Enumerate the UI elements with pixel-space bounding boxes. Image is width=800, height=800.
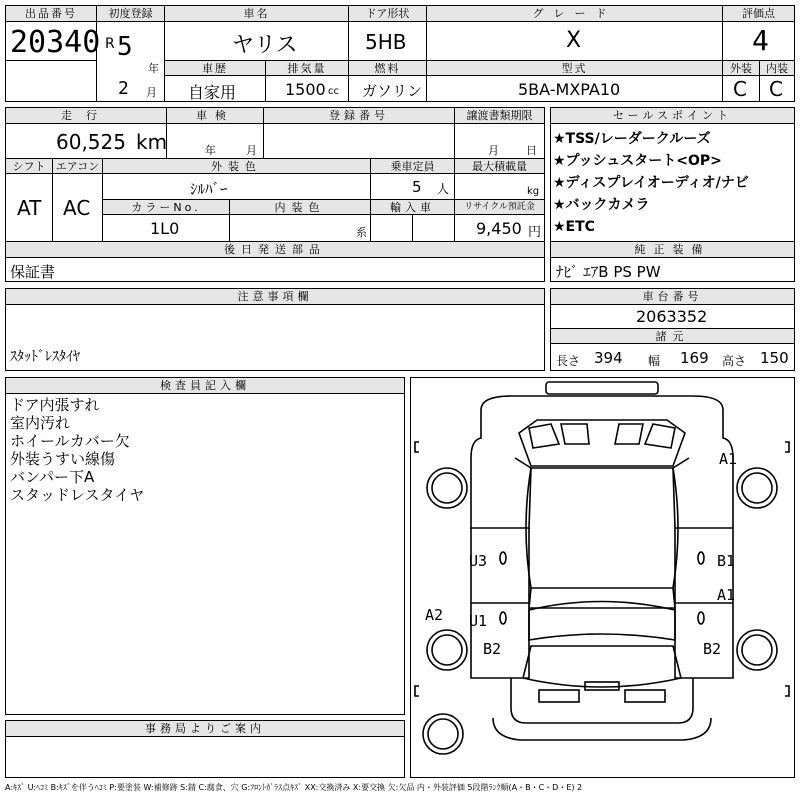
- genuine-equipment-header: 純正装備: [551, 242, 794, 258]
- sales-point-item: ★ETC: [553, 219, 595, 235]
- car-outline-icon: [411, 378, 794, 777]
- year-unit: 年: [148, 62, 159, 75]
- height-value: 150: [760, 349, 789, 367]
- lot-number: 20340: [10, 25, 101, 60]
- history: 自家用: [188, 83, 237, 102]
- displacement: 1500: [285, 80, 326, 99]
- genuine-equipment: ﾅﾋﾞ ｴｱB PS PW: [556, 263, 661, 281]
- inspector-notes: [10, 396, 144, 504]
- fuel-header: 燃料: [349, 61, 426, 76]
- load-header: 最大積載量: [455, 159, 544, 174]
- mileage-header: 走行: [6, 108, 166, 124]
- transfer-day: 日: [526, 144, 537, 157]
- interior-header: 内装: [760, 61, 794, 76]
- width-label: 幅: [648, 354, 661, 368]
- sales-points-header: セールスポイント: [551, 108, 794, 124]
- color-header: 外装色: [103, 159, 370, 174]
- shift-header: シフト: [6, 159, 52, 174]
- inspector-note-line: スタッドレスタイヤ: [10, 486, 145, 504]
- recycle-header: リサイクル預託金: [455, 200, 544, 215]
- displacement-header: 排気量: [266, 61, 348, 76]
- damage-a2: A2: [425, 606, 444, 624]
- exterior-header: 外装: [723, 61, 759, 76]
- inspector-header: 検査員記入欄: [6, 378, 404, 394]
- int-color-header: 内装色: [230, 200, 370, 215]
- fuel: ガソリン: [362, 82, 423, 100]
- reg-number-header: 登録番号: [264, 108, 454, 124]
- aircon: AC: [63, 196, 91, 220]
- damage-b2-left: B2: [483, 640, 502, 658]
- damage-b1: B1: [717, 552, 736, 570]
- mileage-unit: km: [136, 130, 168, 154]
- recycle-unit: 円: [528, 225, 542, 240]
- inspection-header: 車検: [167, 108, 263, 124]
- first-reg-header: 初度登録: [97, 6, 164, 22]
- office-header: 事務局よりご案内: [6, 721, 404, 737]
- history-header: 車歴: [165, 61, 265, 76]
- chassis-number: 2063352: [636, 307, 708, 326]
- damage-u1: U1: [469, 612, 488, 630]
- model-header: 型式: [427, 61, 722, 76]
- lot-number-header: 出品番号: [6, 6, 96, 22]
- recycle-fee: 9,450: [476, 219, 522, 238]
- sales-point-item: ★TSS/レーダークルーズ: [553, 131, 711, 147]
- chassis-header: 車台番号: [551, 289, 794, 305]
- sales-point-item: ★ディスプレイオーディオ/ナビ: [553, 175, 749, 191]
- transfer-header: 譲渡書類期限: [455, 108, 544, 124]
- door-type: 5HB: [365, 30, 407, 54]
- damage-b2-right: B2: [703, 640, 722, 658]
- color-no-header: カラーNo.: [103, 200, 229, 215]
- car-name-header: 車名: [165, 6, 348, 22]
- sales-point-item: ★プッシュスタート<OP>: [553, 153, 722, 169]
- inspector-note-line: 室内汚れ: [10, 414, 71, 432]
- ac-header: エアコン: [53, 159, 102, 174]
- inspection-year: 年: [205, 144, 216, 157]
- era: R: [105, 36, 115, 52]
- grade: X: [566, 28, 582, 53]
- length-label: 長さ: [556, 354, 581, 368]
- score: 4: [752, 24, 769, 57]
- displacement-unit: cc: [328, 86, 339, 97]
- length-value: 394: [594, 349, 623, 367]
- import-header: 輸入車: [371, 200, 454, 215]
- capacity-header: 乗車定員: [371, 159, 454, 174]
- inspector-note-line: 外装うすい線傷: [10, 450, 116, 468]
- reg-year: 5: [117, 32, 133, 62]
- exterior-grade: C: [733, 77, 747, 101]
- later-parts: 保証書: [10, 263, 56, 281]
- damage-a1-right-door: A1: [717, 586, 736, 604]
- load-unit: kg: [527, 186, 540, 197]
- sales-points-list: [553, 128, 749, 238]
- car-name: ヤリス: [232, 33, 298, 58]
- inspector-note-line: ドア内張すれ: [10, 396, 100, 414]
- color: ｼﾙﾊﾞｰ: [190, 180, 228, 198]
- int-color-unit: 系: [356, 226, 367, 239]
- month-unit: 月: [146, 86, 157, 99]
- door-header: ドア形状: [349, 6, 426, 22]
- sales-point-item: ★バックカメラ: [553, 197, 650, 213]
- color-no: 1L0: [150, 219, 180, 238]
- capacity: 5: [412, 178, 422, 196]
- inspector-note-line: バンパー下A: [10, 468, 95, 486]
- grade-header: グレード: [427, 6, 722, 22]
- car-damage-diagram: [410, 377, 795, 778]
- capacity-unit: 人: [437, 182, 450, 196]
- legend-footer: A:ｷｽﾞ U:ﾍｺﾐ B:ｷｽﾞを伴うﾍｺﾐ P:要塗装 W:補修跡 S:錆 C:腐食、穴 G:ﾌﾛﾝﾄｶﾞﾗｽ点ｷｽﾞ XX:交換済み X:要交換 欠:欠品 内・外装評価 5段階ﾗﾝｸ順(A・B・C・D・E) 2: [5, 783, 583, 792]
- transfer-month: 月: [488, 144, 499, 157]
- damage-a1-front-right: A1: [719, 450, 738, 468]
- interior-grade: C: [769, 77, 783, 101]
- notes-text: ｽﾀｯﾄﾞﾚｽﾀｲﾔ: [10, 349, 80, 365]
- width-value: 169: [680, 349, 709, 367]
- later-parts-header: 後日発送部品: [6, 242, 544, 258]
- inspector-note-line: ホイールカバー欠: [10, 432, 130, 450]
- notes-header: 注意事項欄: [6, 289, 544, 305]
- inspection-month: 月: [246, 144, 257, 157]
- reg-month: 2: [118, 78, 129, 99]
- model-code: 5BA-MXPA10: [518, 80, 621, 99]
- dims-header: 諸元: [551, 328, 794, 344]
- shift: AT: [17, 196, 42, 220]
- damage-u3: U3: [469, 552, 488, 570]
- height-label: 高さ: [722, 354, 747, 368]
- score-header: 評価点: [723, 6, 794, 22]
- mileage: 60,525: [56, 130, 126, 154]
